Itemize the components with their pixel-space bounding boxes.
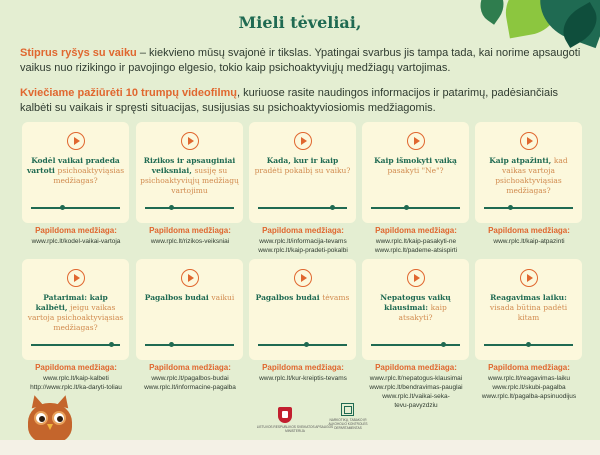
link-list xyxy=(132,374,248,392)
video-progress-bar[interactable] xyxy=(484,207,573,209)
extra-material-label: Papildoma medžiaga: xyxy=(149,226,231,235)
video-title xyxy=(479,156,578,196)
intro-highlight: Kviečiame pažiūrėti 10 trumpų videofilmų xyxy=(20,87,238,99)
video-title-sub: kaip atsakyti? xyxy=(398,303,447,322)
video-title xyxy=(479,293,578,323)
video-title-sub: tėvams xyxy=(322,293,350,302)
resource-link[interactable]: www.rplc.lt/skubi-pagalba xyxy=(492,384,566,391)
resource-link[interactable]: www.rplc.lt/kaip-pasakyti-ne xyxy=(375,238,457,245)
video-title-sub: pradėti pokalbį su vaiku? xyxy=(254,166,351,175)
play-icon[interactable] xyxy=(67,132,85,150)
video-progress-bar[interactable] xyxy=(484,344,573,346)
resource-link[interactable]: www.rplc.lt/rizikos-veiksniai xyxy=(150,238,230,245)
video-card[interactable] xyxy=(22,259,129,360)
ntakd-emblem-icon xyxy=(341,403,354,416)
resource-link[interactable]: tevu-pavyzdziu xyxy=(394,402,438,409)
video-card[interactable] xyxy=(362,122,469,223)
video-title-sub: visada būtina padėti kitam xyxy=(489,303,568,322)
video-card[interactable] xyxy=(22,122,129,223)
play-icon[interactable] xyxy=(67,269,85,287)
intro-paragraph xyxy=(20,46,582,76)
progress-knob[interactable] xyxy=(169,205,174,210)
progress-knob[interactable] xyxy=(304,342,309,347)
resource-link[interactable]: www.rplc.lt/informacija-tevams xyxy=(259,238,347,245)
link-list xyxy=(18,237,134,246)
video-card[interactable] xyxy=(249,122,356,223)
link-list xyxy=(358,374,474,410)
progress-knob[interactable] xyxy=(404,205,409,210)
play-icon[interactable] xyxy=(520,269,538,287)
video-title xyxy=(253,293,352,303)
intro-text: – kiekvieno mūsų svajonė ir tikslas. Ypatingai svarbus jis tampa tada, kai norime apsaugoti vaikus nuo rizikingo ir pavojingo elgesio, tokio kaip psichoaktyviųjų medžiagų vartojimas. xyxy=(20,47,581,74)
video-title-main: Kada, kur ir kaip xyxy=(266,156,339,165)
video-progress-bar[interactable] xyxy=(371,344,460,346)
play-icon[interactable] xyxy=(181,132,199,150)
video-title-sub: vaikui xyxy=(211,293,235,302)
video-title-sub: pasakyti "Ne"? xyxy=(387,166,444,175)
video-progress-bar[interactable] xyxy=(371,207,460,209)
resource-link[interactable]: www.rplc.lt/reagavimas-laiku xyxy=(488,375,570,382)
resource-link[interactable]: www.rplc.lt/nepatogus-klausimai xyxy=(369,375,463,382)
resource-link[interactable]: www.rplc.lt/pademe-atsispirti xyxy=(374,247,458,254)
resource-link[interactable]: http://www.rplc.lt/ka-daryti-toliau xyxy=(30,384,122,391)
link-list xyxy=(471,237,587,246)
resource-link[interactable]: www.rplc.lt/kaip-pradeti-pokalbi xyxy=(258,247,348,254)
extra-material-label: Papildoma medžiaga: xyxy=(488,226,570,235)
video-progress-bar[interactable] xyxy=(31,344,120,346)
video-title xyxy=(366,293,465,323)
video-title-main: Kaip išmokyti vaiką xyxy=(374,156,457,165)
extra-material-label: Papildoma medžiaga: xyxy=(35,363,117,372)
video-progress-bar[interactable] xyxy=(145,344,234,346)
page-title: Mieli tėveliai, xyxy=(238,13,362,32)
video-title-main: Reagavimas laiku: xyxy=(490,293,567,302)
play-icon[interactable] xyxy=(407,132,425,150)
resource-link[interactable]: www.rplc.lt/informacine-pagalba xyxy=(144,384,236,391)
video-title-sub: jeigu vaikas vartoja psichoaktyviąsias medžiagas? xyxy=(27,303,124,332)
extra-material-label: Papildoma medžiaga: xyxy=(149,363,231,372)
ministry-logo-text: LIETUVOS RESPUBLIKOS SVEIKATOS APSAUGOS MINISTERIJA xyxy=(256,425,334,433)
video-progress-bar[interactable] xyxy=(258,344,347,346)
video-title xyxy=(26,156,125,186)
link-list xyxy=(358,237,474,255)
play-icon[interactable] xyxy=(520,132,538,150)
intro-highlight: Stiprus ryšys su vaiku xyxy=(20,47,137,59)
play-icon[interactable] xyxy=(181,269,199,287)
progress-knob[interactable] xyxy=(526,342,531,347)
video-progress-bar[interactable] xyxy=(31,207,120,209)
extra-material-label: Papildoma medžiaga: xyxy=(375,363,457,372)
link-list xyxy=(471,374,587,401)
video-title-main: Patarimai: kaip kalbėti, xyxy=(35,293,108,312)
coat-of-arms-icon xyxy=(278,407,292,423)
video-card[interactable] xyxy=(475,259,582,360)
video-title-sub: psichoaktyviąsias medžiagas? xyxy=(53,166,125,185)
progress-knob[interactable] xyxy=(60,205,65,210)
link-list xyxy=(132,237,248,246)
extra-material-label: Papildoma medžiaga: xyxy=(262,226,344,235)
video-title-sub: kad vaikas vartoja psichoaktyviąsias medžiagas? xyxy=(495,156,568,195)
progress-knob[interactable] xyxy=(109,342,114,347)
video-title-sub: susiję su psichoaktyviųjų medžiagų vartojimu xyxy=(140,166,239,195)
link-list xyxy=(18,374,134,392)
owl-mascot-icon xyxy=(28,395,72,440)
extra-material-label: Papildoma medžiaga: xyxy=(262,363,344,372)
ntakd-logo-text: NARKOTIKŲ, TABAKO IR ALKOHOLIO KONTROLĖS DEPARTAMENTAS xyxy=(328,418,368,430)
resource-link[interactable]: www.rplc.lt/kodel-vaikai-vartoja xyxy=(31,238,121,245)
resource-link[interactable]: www.rplc.lt/bendravimas-pauglai xyxy=(369,384,463,391)
video-title xyxy=(253,156,352,176)
resource-link[interactable]: www.rplc.lt/kur-kreiptis-tevams xyxy=(259,375,347,382)
video-title xyxy=(366,156,465,176)
video-title xyxy=(140,156,239,196)
progress-knob[interactable] xyxy=(330,205,335,210)
resource-link[interactable]: www.rplc.lt/kaip-atpazinti xyxy=(493,238,565,245)
video-title-main: Pagalbos budai xyxy=(255,293,320,302)
video-title xyxy=(140,293,239,303)
extra-material-label: Papildoma medžiaga: xyxy=(35,226,117,235)
video-card[interactable] xyxy=(249,259,356,360)
video-title-main: Pagalbos budai xyxy=(144,293,209,302)
play-icon[interactable] xyxy=(294,132,312,150)
resource-link[interactable]: www.rplc.lt/pagalbos-budai xyxy=(151,375,229,382)
link-list xyxy=(245,237,361,255)
video-title xyxy=(26,293,125,333)
video-title-main: Rizikos ir apsauginiai veiksniai, xyxy=(143,156,236,175)
video-card[interactable] xyxy=(136,259,243,360)
link-list xyxy=(245,374,361,383)
video-title-main: Kodėl vaikai pradeda vartoti xyxy=(26,156,120,175)
progress-knob[interactable] xyxy=(169,342,174,347)
intro-text: , kuriuose rasite naudingos informacijos ir patarimų, padėsiančiais kalbėti su vaikais ir spręsti situacijas, susijusias su psichoaktyviosiomis medžiagomis. xyxy=(20,87,559,114)
page-bottom xyxy=(0,440,600,455)
progress-knob[interactable] xyxy=(441,342,446,347)
progress-knob[interactable] xyxy=(508,205,513,210)
play-icon[interactable] xyxy=(407,269,425,287)
video-title-main: Nepatogus vaikų klausimai: xyxy=(380,293,451,312)
resource-link[interactable]: www.rplc.lt/pagalba-apsinuodijus xyxy=(481,393,577,400)
play-icon[interactable] xyxy=(294,269,312,287)
video-card[interactable] xyxy=(136,122,243,223)
extra-material-label: Papildoma medžiaga: xyxy=(375,226,457,235)
video-progress-bar[interactable] xyxy=(258,207,347,209)
resource-link[interactable]: www.rplc.lt/vaikai-seka- xyxy=(382,393,450,400)
extra-material-label: Papildoma medžiaga: xyxy=(488,363,570,372)
intro-paragraph xyxy=(20,86,582,116)
video-title-main: Kaip atpažinti, xyxy=(489,156,552,165)
resource-link[interactable]: www.rplc.lt/kaip-kalbeti xyxy=(43,375,109,382)
video-progress-bar[interactable] xyxy=(145,207,234,209)
video-card[interactable] xyxy=(362,259,469,360)
video-card[interactable] xyxy=(475,122,582,223)
